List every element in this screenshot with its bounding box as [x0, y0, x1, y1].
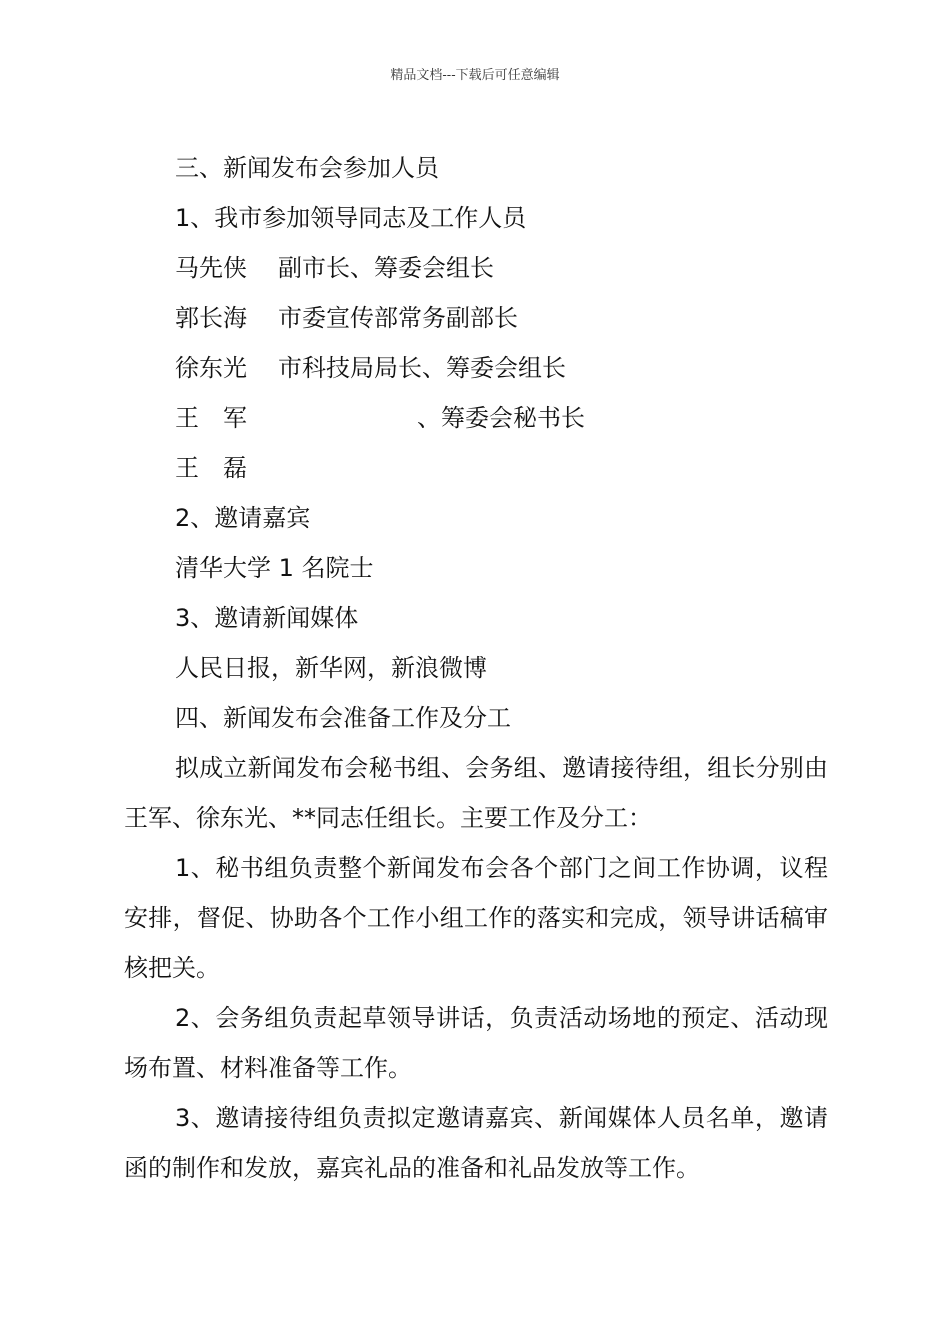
guests-line: 清华大学 1 名院士 — [175, 554, 374, 582]
section-4-paragraph: 3、邀请接待组负责拟定邀请嘉宾、新闻媒体人员名单，邀请函的制作和发放，嘉宾礼品的准备和礼品发放等工作。 — [124, 1104, 828, 1182]
page-header: 精品文档---下载后可任意编辑 — [390, 68, 560, 83]
person-name: 郭长海 — [175, 304, 247, 332]
section-3-sub-1: 1、我市参加领导同志及工作人员 — [175, 204, 527, 232]
person-row — [175, 403, 585, 433]
person-row — [175, 253, 494, 283]
person-name: 王 军 — [175, 404, 247, 432]
section-4-paragraph: 1、秘书组负责整个新闻发布会各个部门之间工作协调，议程安排，督促、协助各个工作小组工作的落实和完成，领导讲话稿审核把关。 — [124, 854, 828, 982]
section-4-paragraph: 2、会务组负责起草领导讲话，负责活动场地的预定、活动现场布置、材料准备等工作。 — [124, 1004, 828, 1082]
person-row — [175, 303, 518, 333]
section-4-heading: 四、新闻发布会准备工作及分工 — [175, 704, 511, 732]
person-role: 、筹委会秘书长 — [417, 404, 585, 432]
person-row — [175, 453, 278, 483]
media-line: 人民日报，新华网，新浪微博 — [175, 654, 487, 682]
person-role: 副市长、筹委会组长 — [278, 254, 494, 282]
person-name: 马先侠 — [175, 254, 247, 282]
person-role: 市委宣传部常务副部长 — [278, 304, 518, 332]
person-row — [175, 353, 566, 383]
section-3-heading: 三、新闻发布会参加人员 — [175, 154, 439, 182]
section-4-paragraph: 拟成立新闻发布会秘书组、会务组、邀请接待组，组长分别由王军、徐东光、**同志任组长。主要工作及分工： — [124, 754, 828, 832]
section-3-sub-2: 2、邀请嘉宾 — [175, 504, 311, 532]
person-role: 市科技局局长、筹委会组长 — [278, 354, 566, 382]
person-name: 王 磊 — [175, 454, 247, 482]
section-3-sub-3: 3、邀请新闻媒体 — [175, 604, 359, 632]
person-name: 徐东光 — [175, 354, 247, 382]
